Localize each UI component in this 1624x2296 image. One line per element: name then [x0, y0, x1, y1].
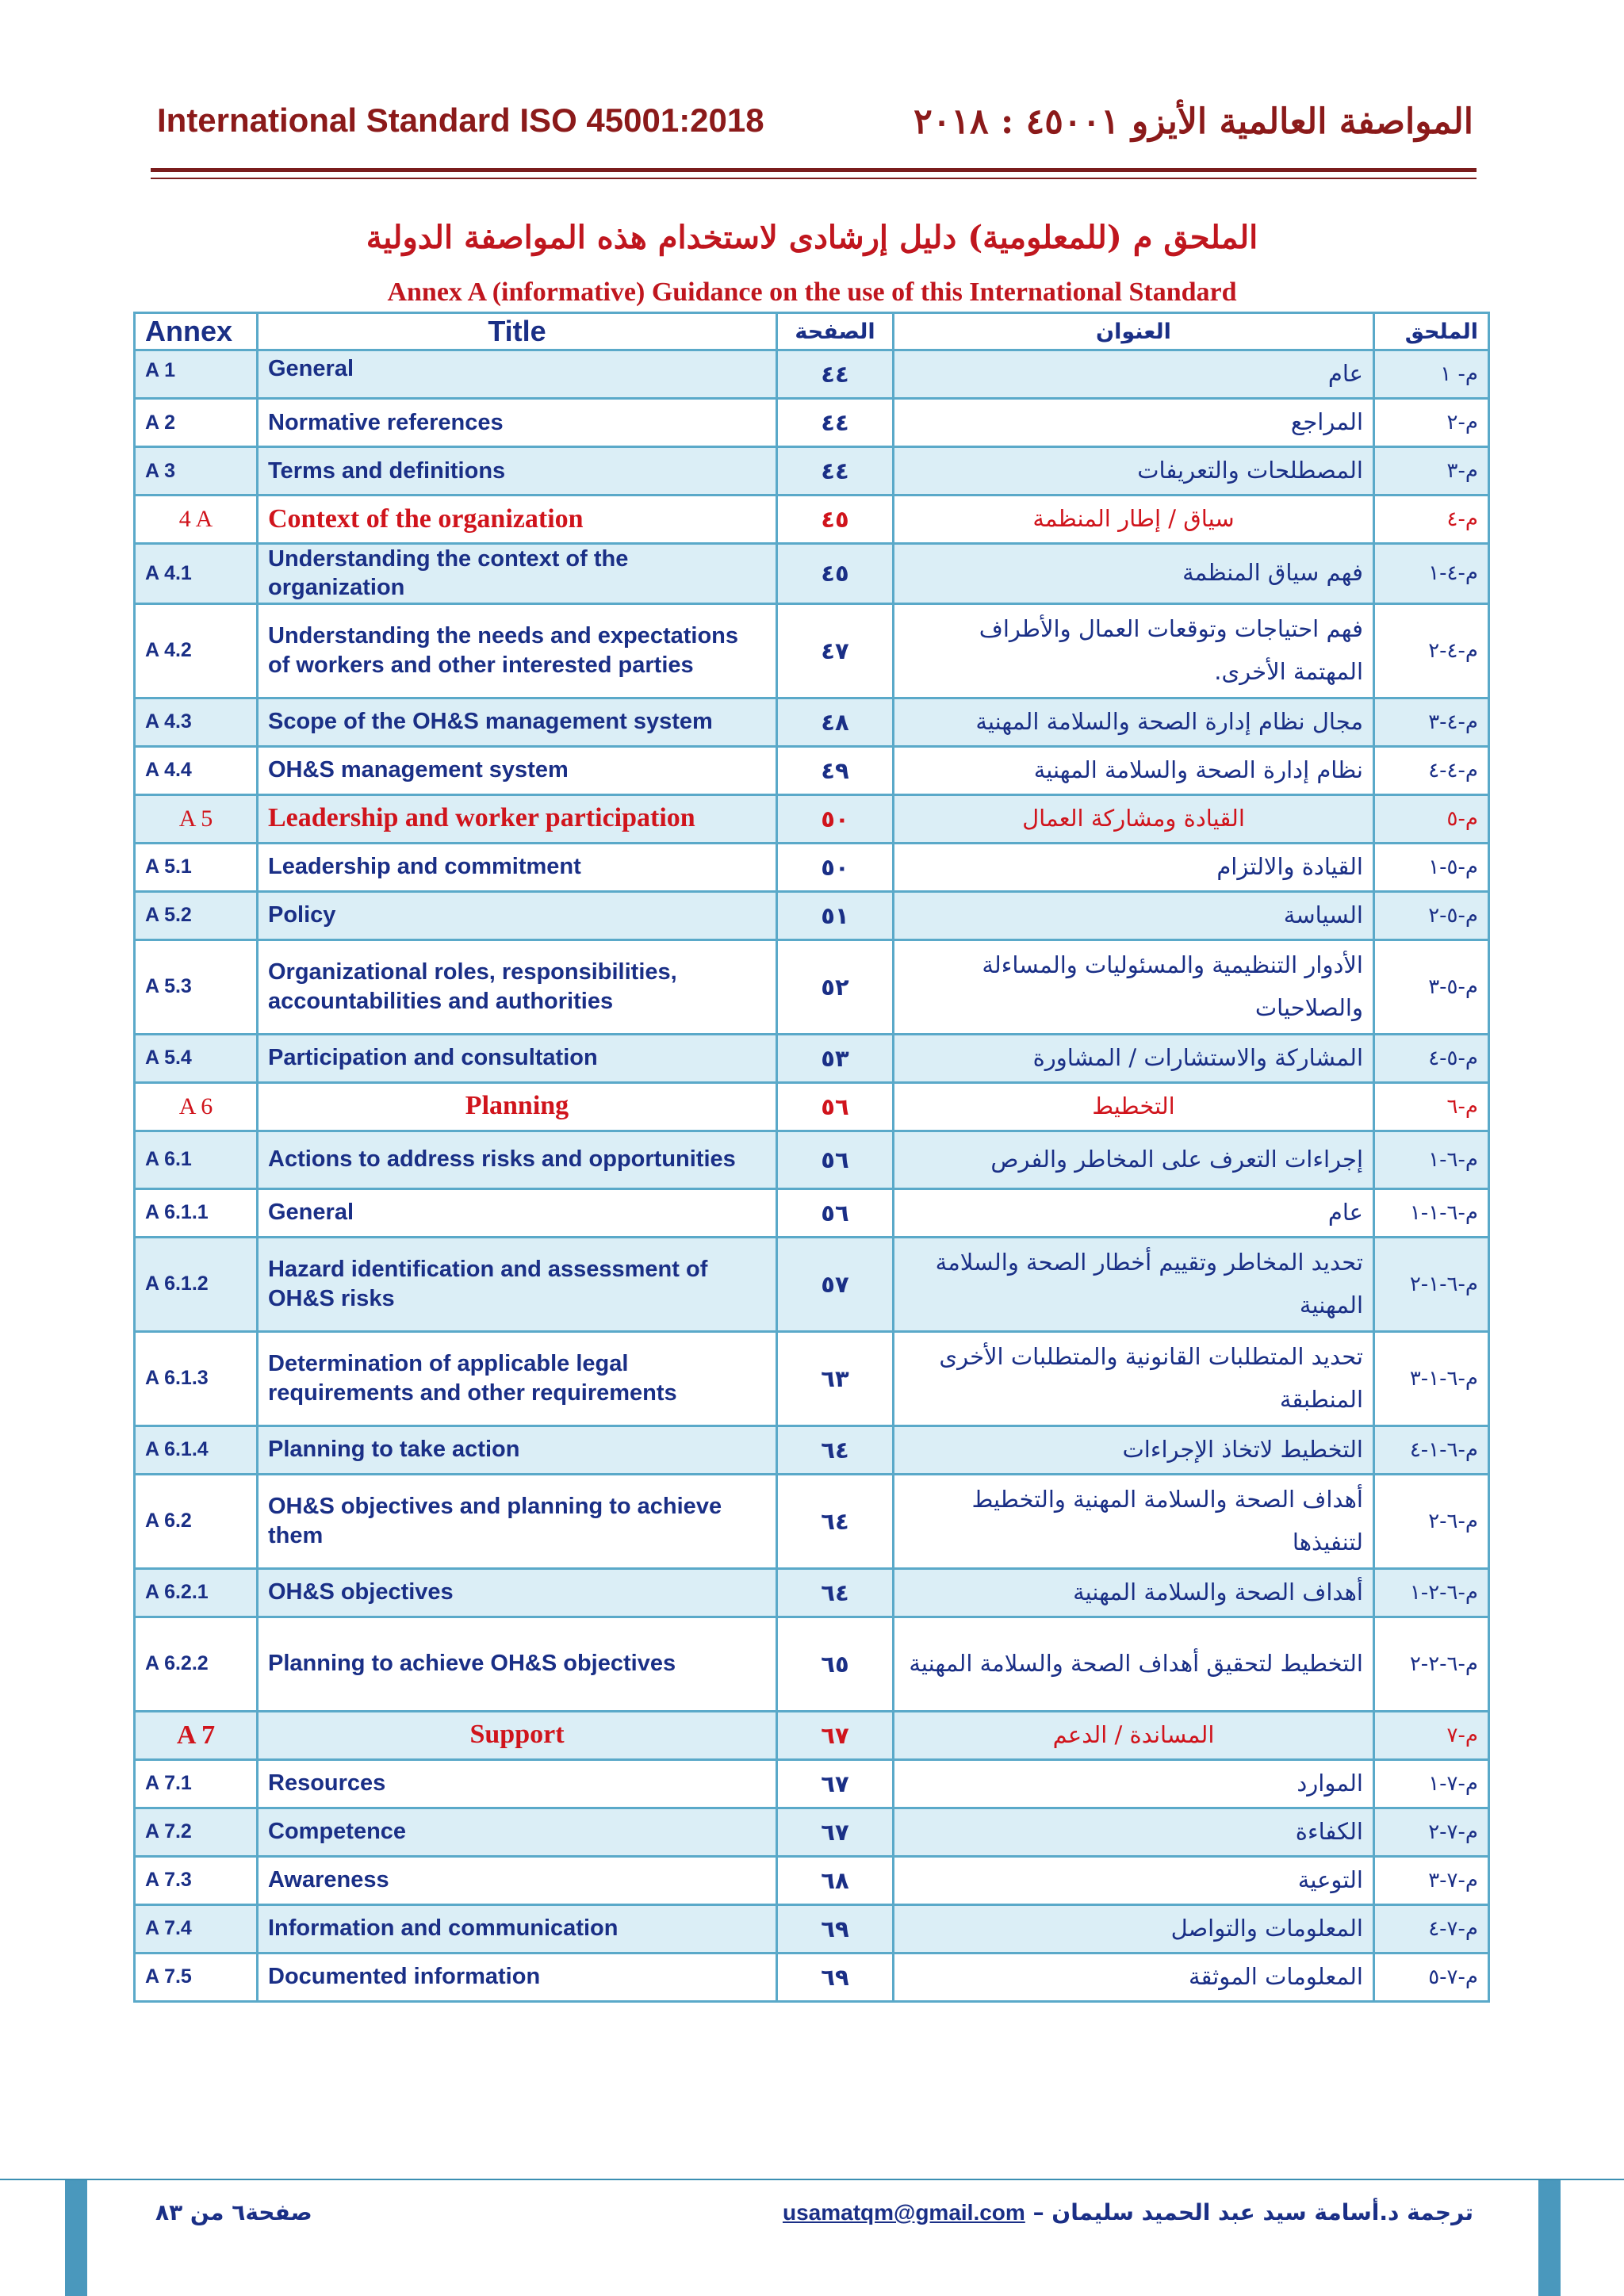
annex-number: A 5.1	[135, 843, 258, 891]
table-row	[135, 1759, 1489, 1808]
page-number: ٥٠	[777, 794, 894, 843]
page-number: ٥٧	[777, 1237, 894, 1331]
annex-number: A 5.3	[135, 939, 258, 1034]
annex-number: A 5	[135, 794, 258, 843]
arabic-title: أهداف الصحة والسلامة المهنية والتخطيط لتنفيذها	[894, 1474, 1374, 1568]
annex-title: Normative references	[258, 399, 777, 447]
arabic-annex-number: م-٧-٤	[1374, 1904, 1489, 1953]
annex-number: 4 A	[135, 496, 258, 544]
annex-title: Planning to achieve OH&S objectives	[258, 1617, 777, 1711]
arabic-title: التخطيط	[894, 1082, 1374, 1131]
table-row	[135, 939, 1489, 1034]
arabic-annex-number: م-٤-٤	[1374, 746, 1489, 794]
table-row	[135, 399, 1489, 447]
annex-title: Hazard identification and assessment of OH&S risks	[258, 1237, 777, 1331]
arabic-title: عام	[894, 350, 1374, 399]
annex-title: OH&S objectives	[258, 1568, 777, 1617]
page-number: ٤٤	[777, 399, 894, 447]
page-number: ٦٧	[777, 1808, 894, 1856]
annex-number: A 5.4	[135, 1034, 258, 1082]
arabic-title: السياسة	[894, 891, 1374, 939]
arabic-annex-number: م-٣	[1374, 447, 1489, 496]
annex-number: A 7.2	[135, 1808, 258, 1856]
annex-number: A 7.4	[135, 1904, 258, 1953]
annex-number: A 6.1	[135, 1131, 258, 1188]
header-arabic-title: المواصفة العالمية الأيزو ٤٥٠٠١ : ٢٠١٨	[914, 101, 1473, 142]
page-number: ٤٩	[777, 746, 894, 794]
arabic-title: تحديد المخاطر وتقييم أخطار الصحة والسلامة المهنية	[894, 1237, 1374, 1331]
page-number: ٤٤	[777, 447, 894, 496]
arabic-title: الكفاءة	[894, 1808, 1374, 1856]
arabic-annex-number: م-٦-٢	[1374, 1474, 1489, 1568]
annex-number: A 4.4	[135, 746, 258, 794]
annex-title: Understanding the context of the organization	[258, 544, 777, 604]
arabic-annex-number: م-٥-٤	[1374, 1034, 1489, 1082]
page-number: ٤٤	[777, 350, 894, 399]
annex-title: General	[258, 350, 777, 399]
header-title: Title	[258, 313, 777, 350]
arabic-title: عام	[894, 1188, 1374, 1237]
annex-title: Resources	[258, 1759, 777, 1808]
annex-title: Scope of the OH&S management system	[258, 698, 777, 746]
annex-title: Policy	[258, 891, 777, 939]
arabic-title: الأدوار التنظيمية والمسئوليات والمساءلة والصلاحيات	[894, 939, 1374, 1034]
page-number: ٦٥	[777, 1617, 894, 1711]
table-row	[135, 496, 1489, 544]
arabic-title: القيادة والالتزام	[894, 843, 1374, 891]
page-number: ٦٨	[777, 1856, 894, 1904]
arabic-annex-number: م-٥-٣	[1374, 939, 1489, 1034]
table-row	[135, 1711, 1489, 1759]
table-row	[135, 794, 1489, 843]
arabic-title: القيادة ومشاركة العمال	[894, 794, 1374, 843]
arabic-title: فهم احتياجات وتوقعات العمال والأطراف المهتمة الأخرى.	[894, 603, 1374, 698]
annex-number: A 3	[135, 447, 258, 496]
table-row	[135, 1474, 1489, 1568]
page-number: ٥٣	[777, 1034, 894, 1082]
arabic-title: مجال نظام إدارة الصحة والسلامة المهنية	[894, 698, 1374, 746]
table-row	[135, 698, 1489, 746]
arabic-annex-number: م-٤	[1374, 496, 1489, 544]
annex-number: A 7.1	[135, 1759, 258, 1808]
annex-table	[133, 312, 1490, 2003]
page-number: ٥٦	[777, 1188, 894, 1237]
page-number: ٦٤	[777, 1425, 894, 1474]
arabic-annex-number: م-٤-١	[1374, 544, 1489, 604]
footer-credit	[783, 2199, 1473, 2225]
annex-title: OH&S management system	[258, 746, 777, 794]
page-number: ٥٢	[777, 939, 894, 1034]
arabic-annex-number: م-٦-١-٣	[1374, 1331, 1489, 1425]
annex-title: Planning	[258, 1082, 777, 1131]
table-row	[135, 1034, 1489, 1082]
arabic-title: التوعية	[894, 1856, 1374, 1904]
arabic-annex-number: م-٦-١-١	[1374, 1188, 1489, 1237]
annex-title: OH&S objectives and planning to achieve them	[258, 1474, 777, 1568]
annex-title: Information and communication	[258, 1904, 777, 1953]
annex-title: Terms and definitions	[258, 447, 777, 496]
arabic-annex-number: م-٧	[1374, 1711, 1489, 1759]
page-number: ٦٧	[777, 1711, 894, 1759]
annex-number: A 6.1.2	[135, 1237, 258, 1331]
annex-title: Determination of applicable legal requirements and other requirements	[258, 1331, 777, 1425]
page-number: ٤٥	[777, 544, 894, 604]
footer-email-link[interactable]: usamatqm@gmail.com	[782, 2200, 1025, 2225]
page-number: ٥١	[777, 891, 894, 939]
arabic-annex-number: م-٧-٢	[1374, 1808, 1489, 1856]
annex-title: Actions to address risks and opportunities	[258, 1131, 777, 1188]
arabic-annex-number: م-٥	[1374, 794, 1489, 843]
annex-title-english: Annex A (informative) Guidance on the use of this International Standard	[387, 277, 1237, 307]
page-number: ٥٦	[777, 1082, 894, 1131]
table-row	[135, 350, 1489, 399]
annex-title: Understanding the needs and expectations of workers and other interested parties	[258, 603, 777, 698]
annex-number: A 6.1.4	[135, 1425, 258, 1474]
page-number: ٤٨	[777, 698, 894, 746]
page-number: ٦٤	[777, 1568, 894, 1617]
annex-number: A 7.5	[135, 1953, 258, 2001]
annex-title: Planning to take action	[258, 1425, 777, 1474]
annex-title: Competence	[258, 1808, 777, 1856]
arabic-title: المعلومات والتواصل	[894, 1904, 1374, 1953]
table-header-row	[135, 313, 1489, 350]
header-rule-thin	[151, 178, 1477, 179]
table-row	[135, 1425, 1489, 1474]
annex-title: Support	[258, 1711, 777, 1759]
table-row	[135, 1188, 1489, 1237]
arabic-annex-number: م-٥-١	[1374, 843, 1489, 891]
arabic-annex-number: م-٧-١	[1374, 1759, 1489, 1808]
arabic-annex-number: م-٧-٥	[1374, 1953, 1489, 2001]
annex-title: Leadership and worker participation	[258, 794, 777, 843]
annex-number: A 4.1	[135, 544, 258, 604]
annex-number: A 6	[135, 1082, 258, 1131]
annex-title: Context of the organization	[258, 496, 777, 544]
arabic-title: المراجع	[894, 399, 1374, 447]
arabic-annex-number: م-٦-٢-٢	[1374, 1617, 1489, 1711]
annex-number: A 1	[135, 350, 258, 399]
annex-title: Participation and consultation	[258, 1034, 777, 1082]
arabic-annex-number: م-٤-٣	[1374, 698, 1489, 746]
annex-title: Awareness	[258, 1856, 777, 1904]
footer-bar-right	[1538, 2180, 1561, 2296]
arabic-annex-number: م-٢	[1374, 399, 1489, 447]
table-row	[135, 447, 1489, 496]
table-row	[135, 1082, 1489, 1131]
arabic-annex-number: م-٥-٢	[1374, 891, 1489, 939]
header-annex-arabic: الملحق	[1374, 313, 1489, 350]
annex-number: A 6.1.1	[135, 1188, 258, 1237]
annex-title: Organizational roles, responsibilities, accountabilities and authorities	[258, 939, 777, 1034]
table-row	[135, 1904, 1489, 1953]
page-number: ٦٩	[777, 1953, 894, 2001]
page-number: ٥٠	[777, 843, 894, 891]
arabic-annex-number: م-٦-١-٢	[1374, 1237, 1489, 1331]
arabic-title: المصطلحات والتعريفات	[894, 447, 1374, 496]
table-row	[135, 603, 1489, 698]
annex-number: A 7.3	[135, 1856, 258, 1904]
annex-number: A 6.2	[135, 1474, 258, 1568]
header-title-arabic: العنوان	[894, 313, 1374, 350]
header-annex: Annex	[135, 313, 258, 350]
arabic-title: أهداف الصحة والسلامة المهنية	[894, 1568, 1374, 1617]
table-row	[135, 544, 1489, 604]
arabic-title: المعلومات الموثقة	[894, 1953, 1374, 2001]
annex-number: A 6.1.3	[135, 1331, 258, 1425]
annex-number: A 5.2	[135, 891, 258, 939]
arabic-annex-number: م-٧-٣	[1374, 1856, 1489, 1904]
arabic-annex-number: م-٦-١	[1374, 1131, 1489, 1188]
arabic-title: المساندة / الدعم	[894, 1711, 1374, 1759]
page-number: ٥٦	[777, 1131, 894, 1188]
header-english-title: International Standard ISO 45001:2018	[157, 101, 764, 139]
table-row	[135, 891, 1489, 939]
annex-number: A 6.2.2	[135, 1617, 258, 1711]
arabic-title: نظام إدارة الصحة والسلامة المهنية	[894, 746, 1374, 794]
page-number: ٦٧	[777, 1759, 894, 1808]
table-row	[135, 1331, 1489, 1425]
annex-number: A 4.2	[135, 603, 258, 698]
table-row	[135, 1953, 1489, 2001]
page-number: ٦٣	[777, 1331, 894, 1425]
table-row	[135, 1131, 1489, 1188]
page-number: ٦٩	[777, 1904, 894, 1953]
annex-number: A 2	[135, 399, 258, 447]
arabic-title: التخطيط لاتخاذ الإجراءات	[894, 1425, 1374, 1474]
table-row	[135, 746, 1489, 794]
table-row	[135, 843, 1489, 891]
arabic-title: تحديد المتطلبات القانونية والمتطلبات الأخرى المنطبقة	[894, 1331, 1374, 1425]
arabic-title: إجراءات التعرف على المخاطر والفرص	[894, 1131, 1374, 1188]
table-row	[135, 1617, 1489, 1711]
header-page-arabic: الصفحة	[777, 313, 894, 350]
arabic-annex-number: م-٤-٢	[1374, 603, 1489, 698]
annex-number: A 6.2.1	[135, 1568, 258, 1617]
page-number: ٦٤	[777, 1474, 894, 1568]
footer-translator: ترجمة د.أسامة سيد عبد الحميد سليمان –	[1032, 2199, 1473, 2225]
table-row	[135, 1568, 1489, 1617]
table-row	[135, 1237, 1489, 1331]
page-number: ٤٥	[777, 496, 894, 544]
annex-title: General	[258, 1188, 777, 1237]
footer-page-number: صفحة٦ من ٨٣	[155, 2199, 312, 2225]
arabic-annex-number: م-٦-٢-١	[1374, 1568, 1489, 1617]
header-rule-thick	[151, 168, 1477, 172]
arabic-title: التخطيط لتحقيق أهداف الصحة والسلامة المهنية	[894, 1617, 1374, 1711]
footer-bar-left	[65, 2180, 87, 2296]
arabic-title: المشاركة والاستشارات / المشاورة	[894, 1034, 1374, 1082]
annex-title: Leadership and commitment	[258, 843, 777, 891]
annex-title-arabic: الملحق م (للمعلومية) دليل إرشادى لاستخدام هذه المواصفة الدولية	[366, 219, 1258, 256]
arabic-title: فهم سياق المنظمة	[894, 544, 1374, 604]
table-row	[135, 1808, 1489, 1856]
arabic-annex-number: م-٦	[1374, 1082, 1489, 1131]
arabic-title: الموارد	[894, 1759, 1374, 1808]
annex-number: A 4.3	[135, 698, 258, 746]
annex-title: Documented information	[258, 1953, 777, 2001]
annex-number: A 7	[135, 1711, 258, 1759]
table-row	[135, 1856, 1489, 1904]
arabic-annex-number: م- ١	[1374, 350, 1489, 399]
footer-rule	[0, 2179, 1624, 2180]
arabic-title: سياق / إطار المنظمة	[894, 496, 1374, 544]
page-number: ٤٧	[777, 603, 894, 698]
arabic-annex-number: م-٦-١-٤	[1374, 1425, 1489, 1474]
